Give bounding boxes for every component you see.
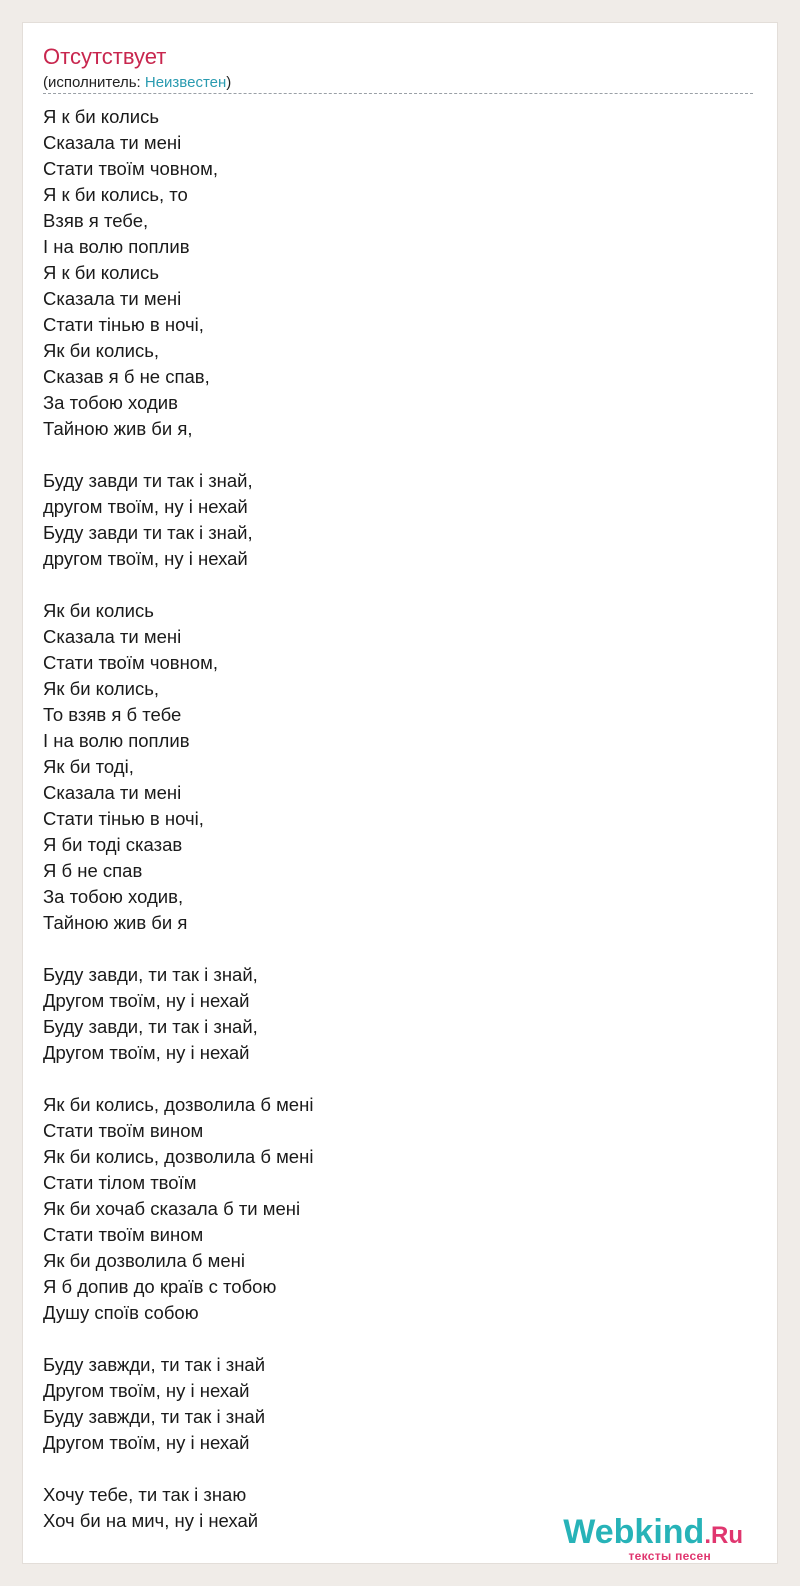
lyrics-line: Хочу тебе, ти так і знаю [43, 1484, 247, 1505]
lyrics-line: Душу споїв собою [43, 1302, 199, 1323]
lyrics-line: І на волю поплив [43, 730, 190, 751]
lyrics-line: Буду завди, ти так і знай, [43, 964, 258, 985]
site-logo-tld: .Ru [704, 1522, 743, 1549]
lyrics-line: Другом твоїм, ну і нехай [43, 1432, 250, 1453]
lyrics-line: Як би колись, [43, 678, 160, 699]
lyrics-line: То взяв я б тебе [43, 704, 182, 725]
lyrics-line: Сказала ти мені [43, 132, 182, 153]
lyrics-line: Буду завди ти так і знай, [43, 470, 253, 491]
lyrics-stanza [43, 1092, 743, 1326]
lyrics-line: Як би тоді, [43, 756, 134, 777]
lyrics-line: Стати тінью в ночі, [43, 314, 204, 335]
lyrics-line: Стати твоїм вином [43, 1120, 204, 1141]
lyrics-line: Хоч би на мич, ну і нехай [43, 1510, 259, 1531]
lyrics-stanza [43, 104, 743, 442]
lyrics-line: Другом твоїм, ну і нехай [43, 990, 250, 1011]
lyrics-line: Я б допив до країв с тобою [43, 1276, 277, 1297]
lyrics-line: Другом твоїм, ну і нехай [43, 1042, 250, 1063]
lyrics-line: Буду завжди, ти так і знай [43, 1354, 266, 1375]
lyrics-stanza [43, 1352, 743, 1456]
lyrics-line: Взяв я тебе, [43, 210, 149, 231]
lyrics-line: Другом твоїм, ну і нехай [43, 1380, 250, 1401]
lyrics-line: За тобою ходив, [43, 886, 184, 907]
lyrics-line: Сказала ти мені [43, 626, 182, 647]
artist-prefix: (исполнитель: [43, 74, 145, 91]
lyrics-line: Буду завжди, ти так і знай [43, 1406, 266, 1427]
artist-link[interactable]: Неизвестен [144, 74, 227, 91]
site-tagline: тексты песен [628, 1549, 711, 1563]
lyrics-line: Я би тоді сказав [43, 834, 183, 855]
lyrics-body [43, 104, 743, 1563]
site-logo [563, 1515, 743, 1553]
site-logo-brand: Webkind [563, 1513, 705, 1551]
lyrics-line: Як би колись, дозволила б мені [43, 1146, 314, 1167]
lyrics-line: Я б не спав [43, 860, 143, 881]
lyrics-stanza [43, 468, 743, 572]
song-title: Отсутствует [43, 44, 167, 69]
lyrics-line: Стати твоїм човном, [43, 158, 218, 179]
lyrics-line: Я к би колись [43, 262, 160, 283]
header-divider [43, 93, 753, 94]
lyrics-line: І на волю поплив [43, 236, 190, 257]
lyrics-line: другом твоїм, ну і нехай [43, 548, 248, 569]
lyrics-line: Стати твоїм вином [43, 1224, 204, 1245]
lyrics-line: Тайною жив би я [43, 912, 188, 933]
lyrics-line: Як би колись [43, 600, 154, 621]
lyrics-line: Стати тілом твоїм [43, 1172, 197, 1193]
lyrics-line: Як би колись, [43, 340, 160, 361]
lyrics-line: Тайною жив би я, [43, 418, 193, 439]
lyrics-line: Як би колись, дозволила б мені [43, 1094, 314, 1115]
lyrics-line: Сказала ти мені [43, 782, 182, 803]
lyrics-stanza [43, 598, 743, 936]
lyrics-line: Як би дозволила б мені [43, 1250, 245, 1271]
lyrics-line: Буду завди, ти так і знай, [43, 1016, 258, 1037]
lyrics-line: Стати твоїм човном, [43, 652, 218, 673]
lyrics-line: За тобою ходив [43, 392, 178, 413]
lyrics-line: Сказав я б не спав, [43, 366, 210, 387]
lyrics-line: Буду завди ти так і знай, [43, 522, 253, 543]
lyrics-card [22, 22, 778, 1564]
site-watermark [563, 1515, 743, 1562]
lyrics-line: Стати тінью в ночі, [43, 808, 204, 829]
lyrics-line: другом твоїм, ну і нехай [43, 496, 248, 517]
lyrics-line: Я к би колись [43, 106, 160, 127]
artist-line [43, 73, 751, 93]
artist-suffix: ) [226, 74, 232, 91]
lyrics-line: Я к би колись, то [43, 184, 188, 205]
song-header [43, 43, 751, 93]
lyrics-line: Сказала ти мені [43, 288, 182, 309]
lyrics-line: Як би хочаб сказала б ти мені [43, 1198, 301, 1219]
lyrics-stanza [43, 962, 743, 1066]
